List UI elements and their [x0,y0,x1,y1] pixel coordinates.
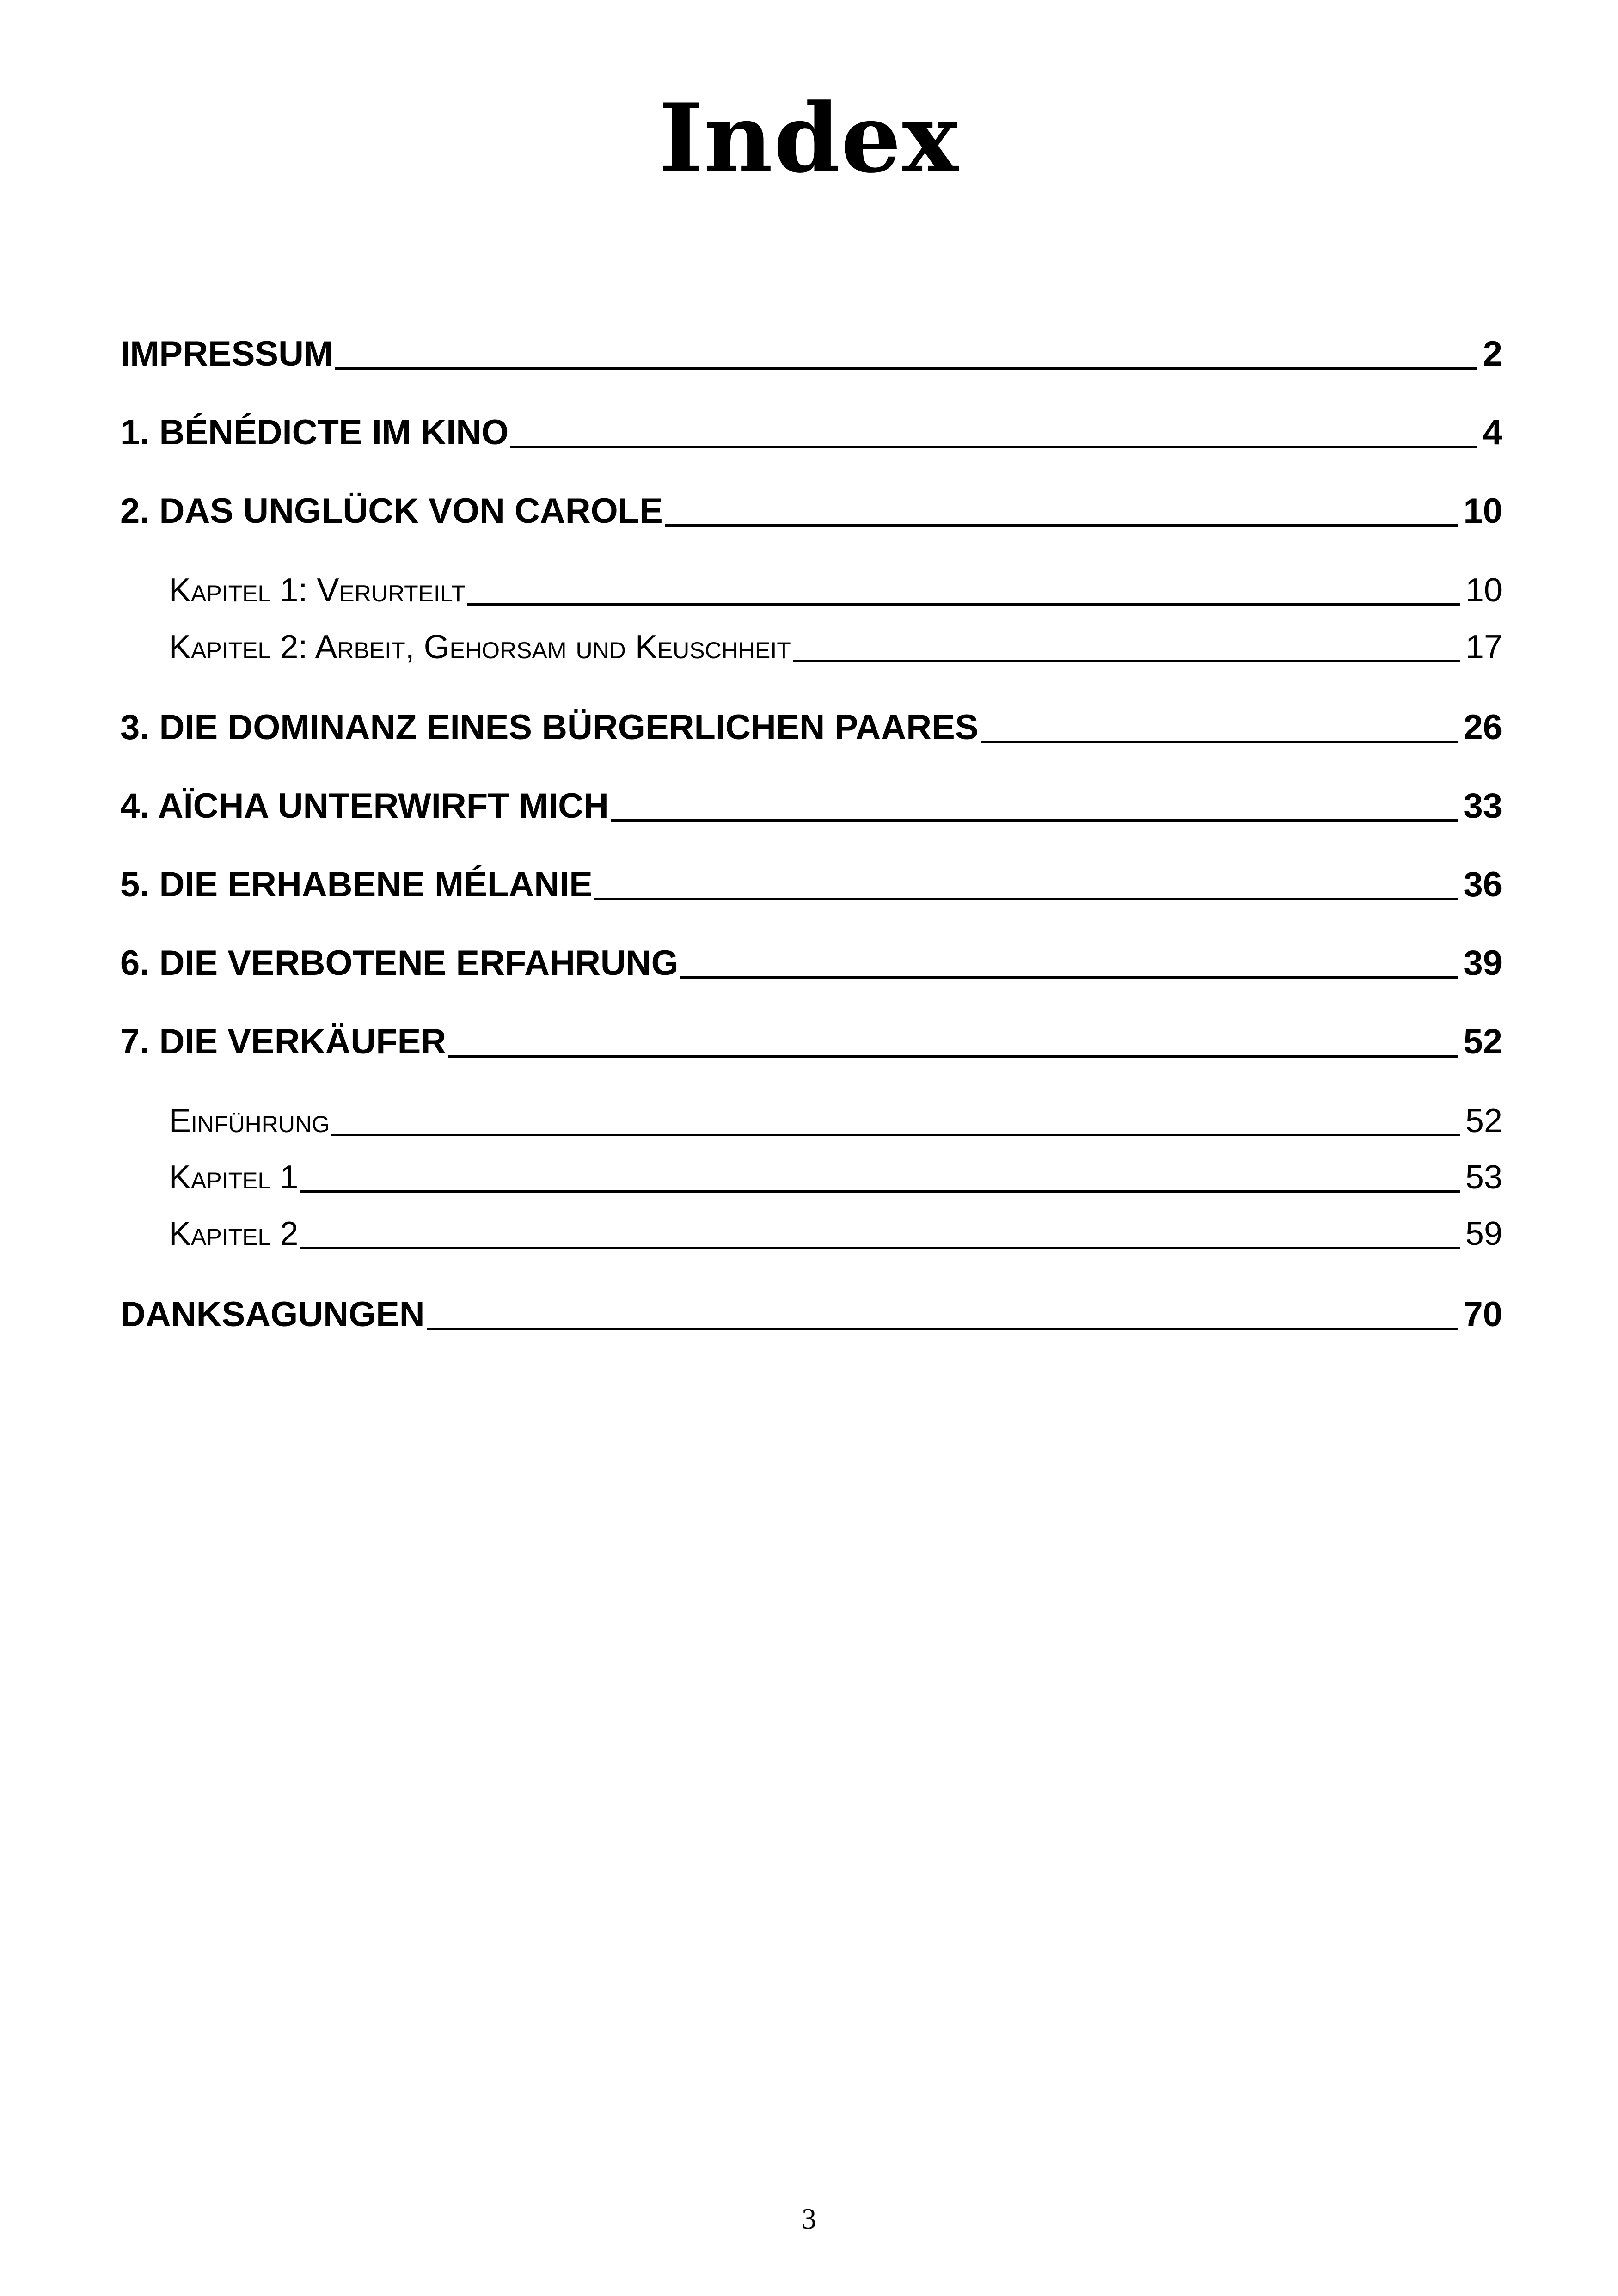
toc-entry-label: Einführung [169,1102,330,1139]
toc-leader-line [300,1247,1460,1249]
toc-leader-line [467,603,1460,606]
toc-leader-line [793,660,1460,662]
toc-entry-page: 53 [1465,1159,1502,1196]
toc-subentry-chapter-7-einfuhrung[interactable] [169,1100,1502,1142]
toc-leader-line [665,524,1458,527]
toc-entry-page: 4 [1483,413,1502,452]
toc-entry-label: 6. DIE VERBOTENE ERFAHRUNG [120,943,679,983]
toc-entry-label: 4. AÏCHA UNTERWIRFT MICH [120,786,609,826]
toc-entry-page: 70 [1463,1295,1502,1334]
toc-entry-page: 59 [1465,1215,1502,1252]
toc-subentry-chapter-7-kapitel-2[interactable] [169,1213,1502,1255]
toc-entry-label: 5. DIE ERHABENE MÉLANIE [120,865,593,904]
toc-entry-chapter-6[interactable] [120,941,1502,986]
toc-entry-label: 2. DAS UNGLÜCK VON CAROLE [120,491,663,531]
toc-entry-page: 10 [1463,491,1502,531]
toc-entry-label: Kapitel 1 [169,1159,299,1196]
toc-entry-page: 52 [1463,1022,1502,1061]
toc-leader-line [331,1134,1460,1136]
toc-entry-page: 39 [1463,943,1502,983]
toc-entry-chapter-3[interactable] [120,705,1502,750]
toc-entry-label: 7. DIE VERKÄUFER [120,1022,447,1061]
toc-entry-chapter-5[interactable] [120,863,1502,907]
toc-entry-page: 2 [1483,334,1502,373]
toc-entry-chapter-4[interactable] [120,784,1502,828]
toc-leader-line [510,446,1477,448]
toc-leader-line [448,1055,1458,1058]
toc-subentry-chapter-2-kapitel-2[interactable] [169,626,1502,668]
toc-entry-label: DANKSAGUNGEN [120,1295,425,1334]
toc-leader-line [680,976,1458,979]
toc-entry-label: 1. BÉNÉDICTE IM KINO [120,413,509,452]
toc-subentry-chapter-7-kapitel-1[interactable] [169,1157,1502,1198]
toc-entry-label: Kapitel 1: Verurteilt [169,572,466,609]
page-title: Index [658,83,960,194]
toc-leader-line [981,741,1458,743]
toc-entry-label: Kapitel 2 [169,1215,299,1252]
toc-entry-page: 26 [1463,708,1502,747]
toc-leader-line [611,819,1458,822]
toc-entry-impressum[interactable] [120,332,1502,376]
toc-entry-danksagungen[interactable] [120,1292,1502,1337]
toc-entry-label: 3. DIE DOMINANZ EINES BÜRGERLICHEN PAARES [120,708,979,747]
toc-leader-line [427,1328,1458,1330]
toc-leader-line [300,1190,1460,1193]
toc-entry-page: 17 [1465,629,1502,666]
toc-leader-line [335,367,1477,370]
page-number: 3 [802,2202,816,2235]
toc-entry-chapter-2[interactable] [120,489,1502,533]
toc-subentry-chapter-2-kapitel-1[interactable] [169,569,1502,611]
toc-leader-line [594,898,1458,900]
toc-entry-page: 52 [1465,1102,1502,1139]
toc-entry-label: Kapitel 2: Arbeit, Gehorsam und Keuschheit [169,629,791,666]
toc-entry-page: 33 [1463,786,1502,826]
toc-entry-chapter-1[interactable] [120,410,1502,455]
toc-entry-page: 10 [1465,572,1502,609]
toc-entry-label: IMPRESSUM [120,334,333,373]
toc-entry-chapter-7[interactable] [120,1020,1502,1064]
toc-entry-page: 36 [1463,865,1502,904]
